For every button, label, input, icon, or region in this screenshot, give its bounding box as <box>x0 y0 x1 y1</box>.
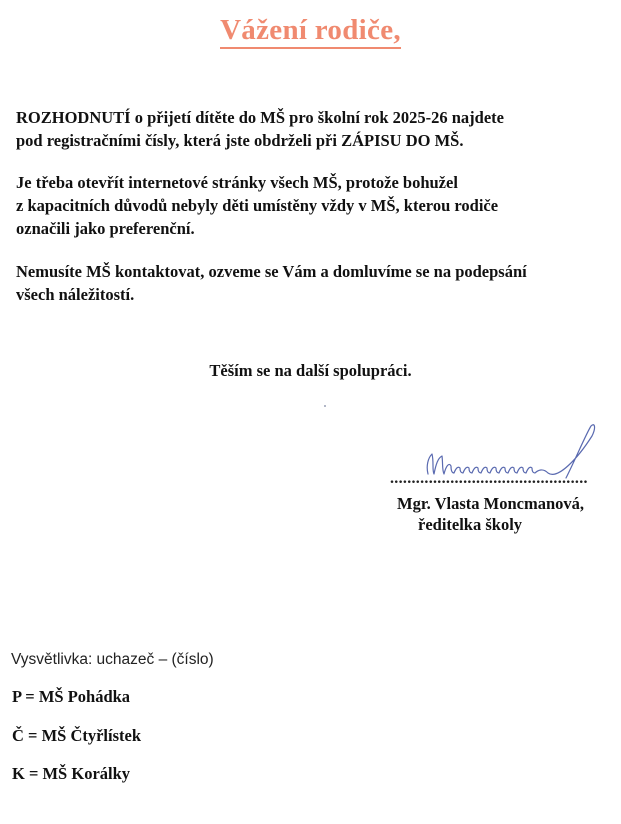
paragraph-line: označili jako preferenční. <box>16 219 195 238</box>
paragraph-line: ROZHODNUTÍ o přijetí dítěte do MŠ pro školní rok 2025-26 najdete <box>16 108 504 127</box>
paragraph-line: pod registračními čísly, která jste obdrželi při ZÁPISU DO MŠ. <box>16 131 464 150</box>
legend-note-title: Vysvětlivka: uchazeč – (číslo) <box>11 651 214 668</box>
legend-item: P = MŠ Pohádka <box>12 687 131 706</box>
page-title <box>0 14 621 47</box>
paragraph-line: všech náležitostí. <box>16 285 135 304</box>
page-title-text: Vážení rodiče, <box>220 14 401 49</box>
paragraph-line: z kapacitních důvodů nebyly děti umístěny vždy v MŠ, kterou rodiče <box>16 196 499 215</box>
paragraph-capacity <box>16 171 616 240</box>
legend-item: Č = MŠ Čtyřlístek <box>12 726 142 745</box>
signer-role: ředitelka školy <box>418 515 523 534</box>
signer-name: Mgr. Vlasta Moncmanová, <box>397 494 584 513</box>
paragraph-contact <box>16 260 616 306</box>
paragraph-decision <box>16 106 616 152</box>
signature-dotted-line: .............................................. <box>390 470 588 487</box>
stray-ink-dot <box>324 405 326 407</box>
paragraph-line: Je třeba otevřít internetové stránky všech MŠ, protože bohužel <box>16 173 458 192</box>
paragraph-line: Nemusíte MŠ kontaktovat, ozveme se Vám a domluvíme se na podepsání <box>16 262 527 281</box>
closing-line: Těším se na další spolupráci. <box>209 361 412 380</box>
legend-item: K = MŠ Korálky <box>12 764 131 783</box>
